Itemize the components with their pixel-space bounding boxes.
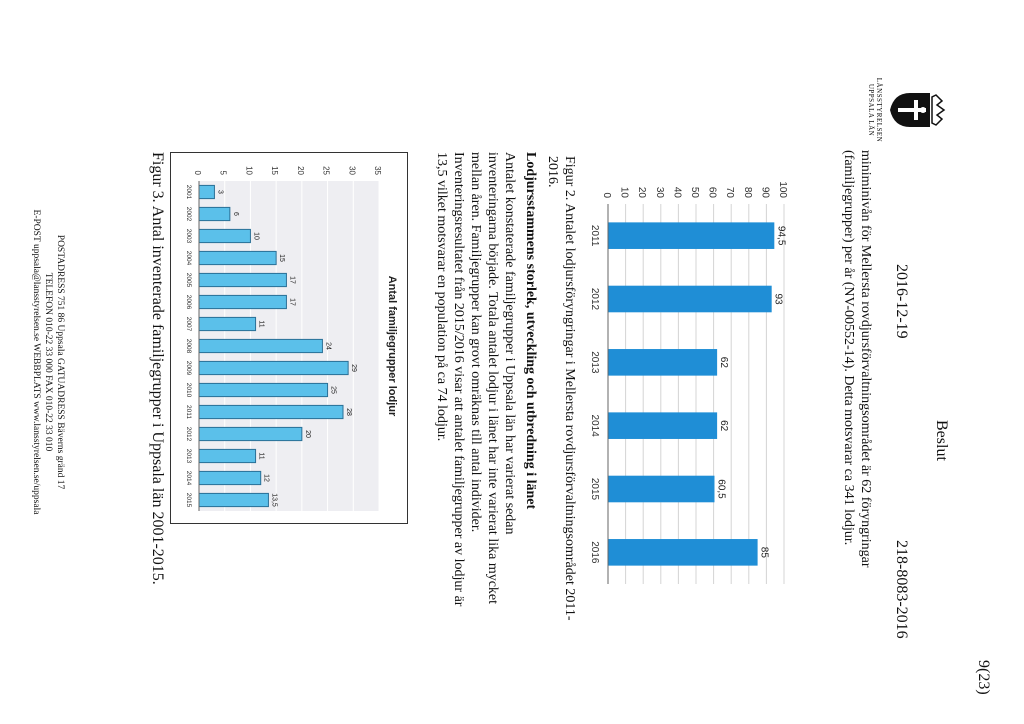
logo-line-2: UPPSALA LÄN [867,83,875,137]
figure-2-svg [580,174,796,594]
bar [199,251,276,264]
data-label: 17 [288,298,296,306]
data-label: 94,5 [775,225,787,246]
footer-phone: TELEFON 010-22 33 000 FAX 010-22 33 010 [43,272,53,452]
x-tick-label: 2002 [185,206,192,222]
coat-of-arms-icon [888,87,946,133]
data-label: 10 [252,232,260,240]
bar [199,493,268,506]
footer-contact: E-POST uppsala@lansstyrelsen.se WEBBPLATS www.lansstyrelsen.se/uppsala [31,209,41,515]
figure-2-caption: Figur 2. Antalet lodjursföryngringar i Mellersta rovdjursförvaltningsområdet 2011-2016. [545,156,577,621]
y-tick-label: 20 [295,166,305,175]
data-label: 62 [718,420,730,432]
figure-2-chart [580,174,796,594]
data-label: 12 [262,474,270,482]
y-tick-label: 20 [636,186,648,198]
y-tick-label: 0 [193,170,202,175]
section-paragraph: Antalet konstaterade familjegrupper i Uppsala län har varierat sedan inventeringarna började. Totala antalet lodjur i länet har inte varierat lika mycket mellan åren. Familjegrupper kan grovt omräknas till antal individer. Inventeringsresultatet från 2015/2016 visar att antalet familjegrupper av lodjur är 13,5 vilket motsvarar en population på ca 74 lodjur. [434,152,517,607]
data-label: 20 [303,430,311,438]
y-tick-label: 10 [618,186,630,198]
y-tick-label: 35 [373,166,382,175]
y-tick-label: 90 [759,186,771,198]
data-label: 93 [772,293,784,305]
data-label: 60,5 [715,479,727,499]
x-tick-label: 2004 [185,250,192,266]
figure-3-caption: Figur 3. Antal inventerade familjegrupper i Uppsala län 2001-2015. [149,152,166,585]
bar [199,449,256,462]
data-label: 17 [288,276,296,284]
data-label: 85 [758,546,770,558]
bar [199,427,302,440]
bar [199,405,343,418]
lansstyrelsen-logo [856,70,946,150]
bar [608,349,717,376]
x-tick-label: 2003 [185,228,192,244]
bar [199,207,230,220]
page-number: 9(23) [975,660,992,695]
data-label: 3 [216,190,224,194]
bar [199,383,328,396]
intro-paragraph: miniminivån för Mellersta rovdjursförvaltningsområdet är 62 föryngringar (familjegrupper) per år (NV-00552-14). Detta motsvarar ca 341 lodjur. [841,150,873,568]
y-tick-label: 70 [724,186,736,198]
bar [608,222,774,249]
x-tick-label: 2015 [185,492,192,508]
bar [199,295,286,308]
y-tick-label: 0 [601,192,612,198]
x-tick-label: 2011 [589,224,600,247]
x-tick-label: 2011 [185,405,192,419]
x-tick-label: 2001 [185,184,192,200]
bar [608,476,714,503]
footer [30,0,66,724]
bar [199,229,250,242]
x-tick-label: 2016 [589,541,600,564]
document-reference: 218-8083-2016 [893,540,910,639]
data-label: 24 [324,342,332,350]
data-label: 11 [257,320,265,328]
x-tick-label: 2014 [589,414,600,437]
data-label: 6 [231,212,239,216]
bar [199,361,348,374]
footer-address: POSTADRESS 751 86 Uppsala GATUADRESS Bäverns gränd 17 [55,234,65,490]
data-label: 11 [257,452,265,460]
data-label: 28 [345,408,352,416]
x-tick-label: 2013 [589,351,600,374]
y-tick-label: 30 [347,166,357,175]
document-date: 2016-12-19 [893,264,910,339]
bar [608,539,758,566]
x-tick-label: 2014 [185,470,192,486]
bar [199,185,214,198]
y-tick-label: 30 [653,186,665,198]
bar [199,471,261,484]
bar [199,273,286,286]
y-tick-label: 60 [706,186,718,198]
x-tick-label: 2008 [185,338,192,354]
y-tick-label: 5 [218,170,228,175]
x-tick-label: 2015 [589,477,600,501]
data-label: 25 [329,386,337,394]
x-tick-label: 2005 [185,272,192,288]
bar [199,339,322,352]
x-tick-label: 2009 [185,360,192,376]
y-tick-label: 25 [321,166,331,175]
document-type: Beslut [933,420,950,461]
logo-line-1: LÄNSSTYRELSEN [875,77,883,143]
figure-3-svg [171,153,407,523]
bar [608,286,772,313]
x-tick-label: 2006 [185,294,192,310]
data-label: 15 [278,254,286,262]
x-tick-label: 2010 [185,382,192,398]
data-label: 29 [350,364,358,372]
x-tick-label: 2012 [589,287,600,311]
figure-3-chart [170,152,408,524]
x-tick-label: 2013 [185,448,192,464]
section-heading: Lodjursstammens storlek, utveckling och utbredning i länet [523,152,538,510]
data-label: 62 [718,356,730,368]
y-tick-label: 100 [777,181,788,198]
chart-title: Antal familjegrupper lodjur [386,275,398,417]
data-label: 13,5 [270,493,278,507]
y-tick-label: 15 [270,166,280,175]
x-tick-label: 2007 [185,316,192,332]
x-tick-label: 2012 [185,426,192,442]
y-tick-label: 10 [244,166,254,175]
y-tick-label: 50 [689,186,700,198]
y-tick-label: 40 [671,186,683,198]
y-tick-label: 80 [741,186,753,198]
bar [608,412,717,439]
bar [199,317,256,330]
